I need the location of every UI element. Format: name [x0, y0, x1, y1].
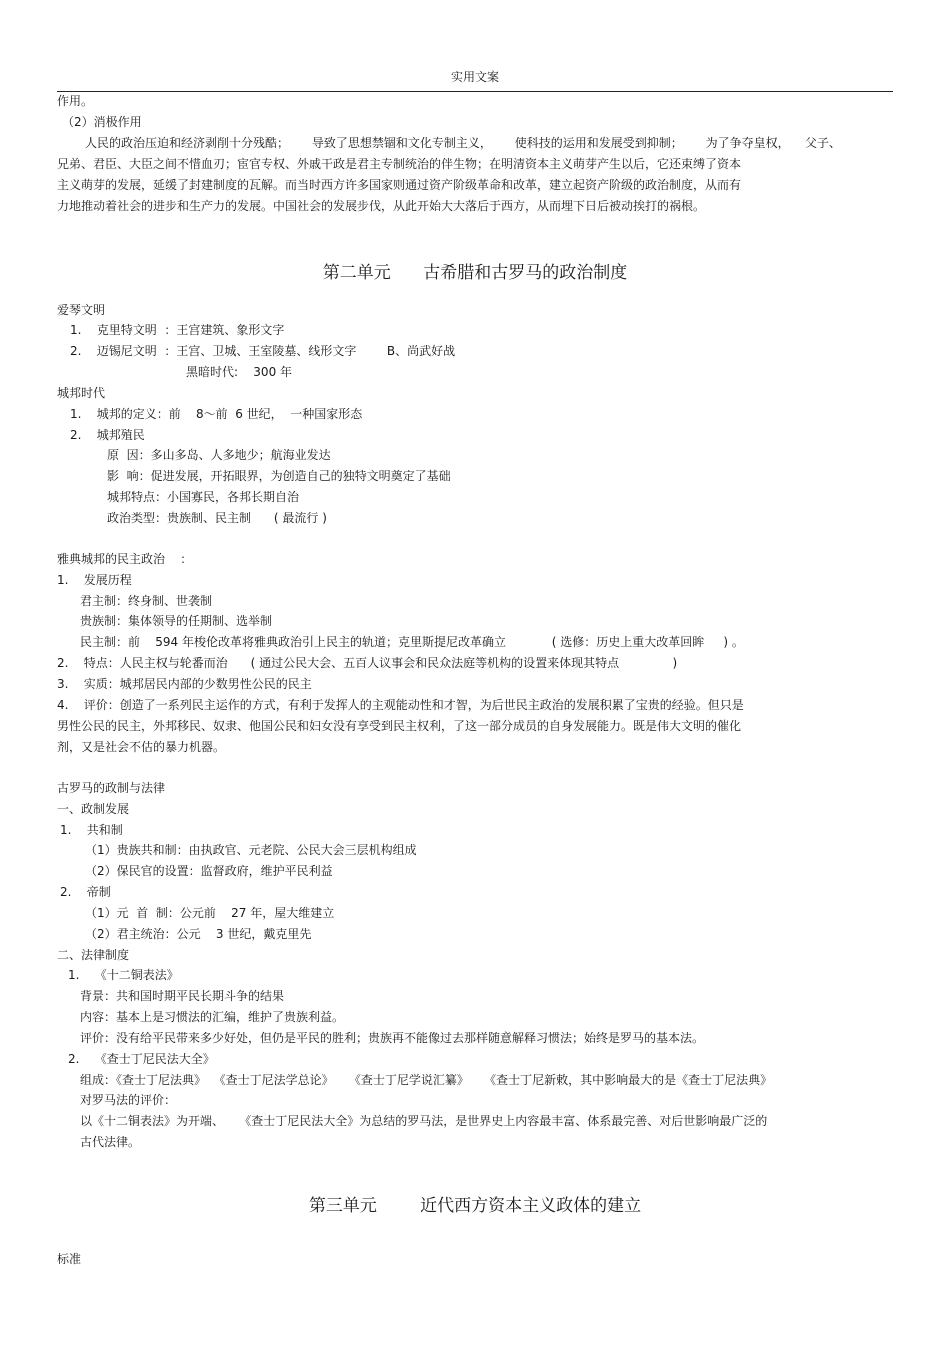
- text-line: 主义萌芽的发展，延缓了封建制度的瓦解。而当时西方许多国家则通过资产阶级革命和改革，建立起资产阶级的政治制度，从而有: [57, 178, 742, 192]
- text-line: （1）元 首 制：公元前 27 年，屋大维建立: [85, 906, 335, 920]
- text-line: （2）保民官的设置：监督政府，维护平民利益: [85, 864, 333, 878]
- text-line: 3. 实质：城邦居民内部的少数男性公民的民主: [57, 677, 312, 691]
- text-line: 爱琴文明: [57, 303, 106, 317]
- text-line: 2. 帝制: [60, 885, 111, 899]
- text-line: 4. 评价：创造了一系列民主运作的方式，有利于发挥人的主观能动性和才智，为后世民主政治的发展积累了宝贵的经验。但只是: [57, 698, 744, 712]
- text-line: （2）消极作用: [62, 115, 142, 129]
- text-line: 剂，又是社会不估的暴力机器。: [57, 740, 226, 754]
- text-line: 古代法律。: [80, 1135, 141, 1149]
- text-line: 以《十二铜表法》为开端、 《查士丁尼民法大全》为总结的罗马法，是世界史上内容最丰富、体系最完善、对后世影响最广泛的: [80, 1114, 768, 1128]
- text-line: 作用。: [57, 94, 94, 108]
- header-rule: [57, 91, 893, 92]
- text-line: 兄弟、君臣、大臣之间不惜血刃；宦官专权、外戚干政是君主专制统治的伴生物；在明清资本主义萌芽产生以后，它还束缚了资本: [57, 157, 742, 171]
- text-line: 民主制：前 594 年梭伦改革将雅典政治引上民主的轨道；克里斯提尼改革确立 ( 选修：历史上重大改革回眸 ) 。: [80, 635, 744, 649]
- text-line: 1. 发展历程: [57, 573, 132, 587]
- text-line: 城邦时代: [57, 386, 106, 400]
- text-line: 人民的政治压迫和经济剥削十分残酷； 导致了思想禁锢和文化专制主义， 使科技的运用和发展受到抑制； 为了争夺皇权， 父子、: [85, 136, 841, 150]
- text-line: 组成：《查士丁尼法典》 《查士丁尼法学总论》 《查士丁尼学说汇纂》 《查士丁尼新敕，其中影响最大的是《查士丁尼法典》: [80, 1073, 773, 1087]
- text-line: 2. 特点：人民主权与轮番而治 ( 通过公民大会、五百人议事会和民众法庭等机构的设置来体现其特点 ): [57, 656, 678, 670]
- text-line: 2. 迈锡尼文明 ：王宫、卫城、王室陵墓、线形文字 B、尚武好战: [70, 344, 456, 358]
- text-line: 男性公民的民主，外邦移民、奴隶、他国公民和妇女没有享受到民主权利，了这一部分成员的自身发展能力。既是伟大文明的催化: [57, 719, 742, 733]
- page-footer: 标准: [57, 1252, 82, 1266]
- text-line: 政治类型：贵族制、民主制 ( 最流行 ): [107, 511, 327, 525]
- page-header: 实用文案: [450, 70, 499, 84]
- text-line: 1. 《十二铜表法》: [68, 968, 179, 982]
- text-line: 君主制：终身制、世袭制: [80, 594, 213, 608]
- text-line: （1）贵族共和制：由执政官、元老院、公民大会三层机构组成: [85, 843, 417, 857]
- text-line: 对罗马法的评价：: [80, 1093, 177, 1107]
- text-line: 1. 克里特文明 ：王宫建筑、象形文字: [70, 323, 285, 337]
- text-line: 1. 城邦的定义：前 8～前 6 世纪， 一种国家形态: [70, 407, 363, 421]
- text-line: 2. 城邦殖民: [70, 428, 145, 442]
- text-line: 雅典城邦的民主政治 ：: [57, 552, 193, 566]
- text-line: 内容：基本上是习惯法的汇编，维护了贵族利益。: [80, 1010, 345, 1024]
- text-line: 城邦特点：小国寡民，各邦长期自治: [107, 490, 300, 504]
- section-title: 第三单元 近代西方资本主义政体的建立: [308, 1196, 642, 1216]
- section-title: 第二单元 古希腊和古罗马的政治制度: [322, 263, 628, 283]
- text-line: 力地推动着社会的进步和生产力的发展。中国社会的发展步伐，从此开始大大落后于西方，从而埋下日后被动挨打的祸根。: [57, 199, 706, 213]
- text-line: 影 响：促进发展，开拓眼界，为创造自己的独特文明奠定了基础: [107, 469, 451, 483]
- text-line: （2）君主统治：公元 3 世纪，戴克里先: [85, 927, 312, 941]
- text-line: 贵族制：集体领导的任期制、选举制: [80, 614, 273, 628]
- text-line: 评价：没有给平民带来多少好处，但仍是平民的胜利；贵族再不能像过去那样随意解释习惯法；始终是罗马的基本法。: [80, 1031, 705, 1045]
- text-line: 古罗马的政制与法律: [57, 781, 166, 795]
- text-line: 2. 《查士丁尼民法大全》: [68, 1052, 215, 1066]
- text-line: 一、政制发展: [57, 802, 130, 816]
- text-line: 黑暗时代: 300 年: [186, 365, 293, 379]
- text-line: 二、法律制度: [57, 948, 130, 962]
- text-line: 1. 共和制: [60, 823, 123, 837]
- text-line: 原 因：多山多岛、人多地少；航海业发达: [107, 448, 331, 462]
- text-line: 背景：共和国时期平民长期斗争的结果: [80, 989, 285, 1003]
